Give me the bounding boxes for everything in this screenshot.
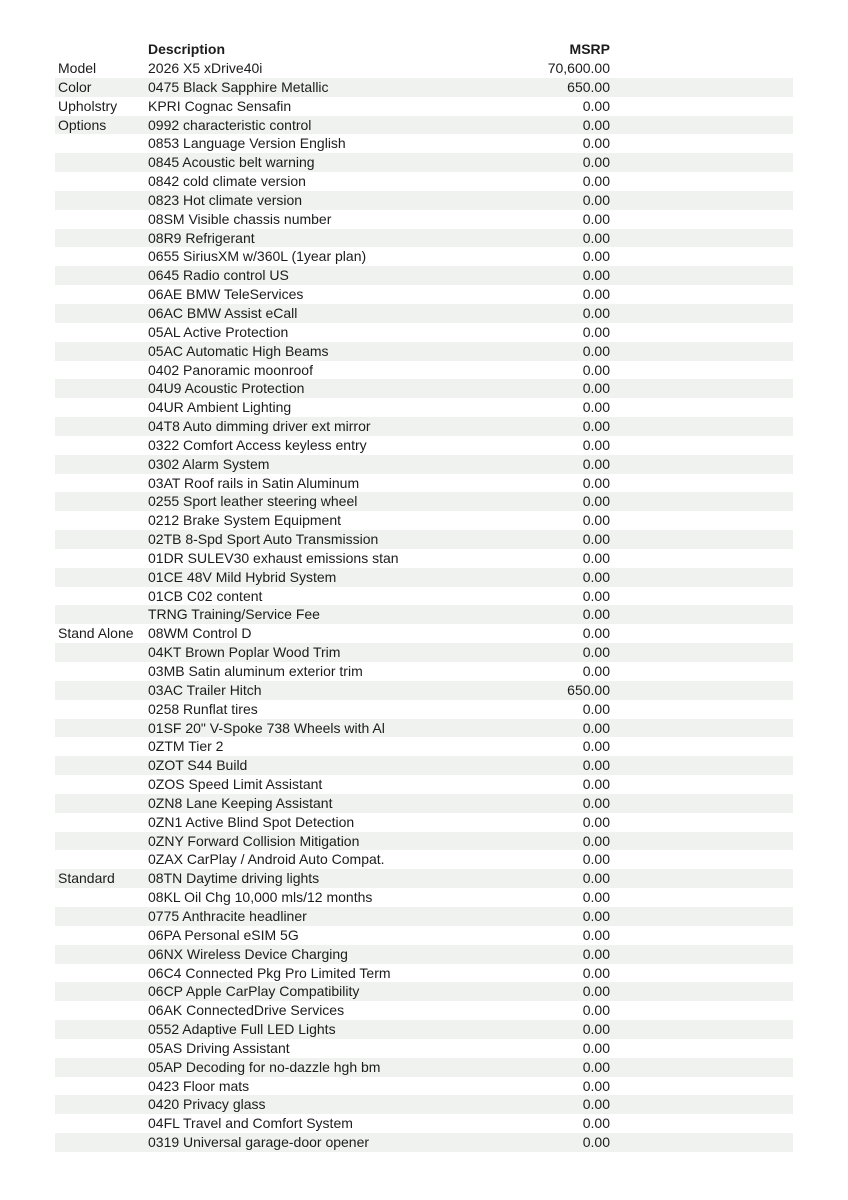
table-row <box>55 229 793 248</box>
row-description-cell: 01SF 20" V-Spoke 738 Wheels with Al <box>148 719 385 736</box>
row-msrp-cell: 0.00 <box>582 304 610 321</box>
row-description-cell: 04T8 Auto dimming driver ext mirror <box>148 418 371 435</box>
row-msrp-cell: 650.00 <box>567 78 610 95</box>
table-row <box>55 1039 793 1058</box>
row-description-cell: 03AC Trailer Hitch <box>148 681 262 698</box>
table-row <box>55 964 793 983</box>
row-msrp-cell: 0.00 <box>582 1096 610 1113</box>
row-msrp-cell: 0.00 <box>582 1058 610 1075</box>
row-msrp-cell: 0.00 <box>582 361 610 378</box>
row-description-cell: 04FL Travel and Comfort System <box>148 1115 353 1132</box>
table-row <box>55 643 793 662</box>
row-category-cell: Color <box>58 78 92 95</box>
row-msrp-cell: 0.00 <box>582 549 610 566</box>
row-msrp-cell: 0.00 <box>582 587 610 604</box>
table-row <box>55 813 793 832</box>
row-description-cell: 06NX Wireless Device Charging <box>148 945 348 962</box>
row-description-cell: 0ZAX CarPlay / Android Auto Compat. <box>148 851 385 868</box>
row-description-cell: 08SM Visible chassis number <box>148 210 332 227</box>
table-row <box>55 662 793 681</box>
row-description-cell: 08WM Control D <box>148 625 252 642</box>
row-description-cell: 0ZN1 Active Blind Spot Detection <box>148 813 355 830</box>
table-row <box>55 116 793 135</box>
table-row <box>55 323 793 342</box>
row-category-cell: Upholstry <box>58 97 118 114</box>
row-msrp-cell: 0.00 <box>582 154 610 171</box>
row-description-cell: 0552 Adaptive Full LED Lights <box>148 1021 336 1038</box>
table-row <box>55 624 793 643</box>
row-msrp-cell: 0.00 <box>582 286 610 303</box>
row-description-cell: 05AS Driving Assistant <box>148 1039 290 1056</box>
row-category-cell: Standard <box>58 870 115 887</box>
row-description-cell: 2026 X5 xDrive40i <box>148 60 263 76</box>
row-msrp-cell: 0.00 <box>582 945 610 962</box>
table-row <box>55 719 793 738</box>
table-row <box>55 78 793 97</box>
row-description-cell: 0ZTM Tier 2 <box>148 738 224 755</box>
row-msrp-cell: 0.00 <box>582 418 610 435</box>
table-row <box>55 97 793 116</box>
row-description-cell: 0475 Black Sapphire Metallic <box>148 78 329 95</box>
table-row <box>55 832 793 851</box>
table-row <box>55 398 793 417</box>
table-row <box>55 59 793 78</box>
row-msrp-cell: 0.00 <box>582 1002 610 1019</box>
row-description-cell: 06C4 Connected Pkg Pro Limited Term <box>148 964 391 981</box>
row-msrp-cell: 0.00 <box>582 663 610 679</box>
row-description-cell: 04U9 Acoustic Protection <box>148 380 305 397</box>
row-description-cell: 0ZOT S44 Build <box>148 757 248 774</box>
table-row <box>55 285 793 304</box>
row-description-cell: 0645 Radio control US <box>148 267 289 284</box>
row-msrp-cell: 0.00 <box>582 832 610 849</box>
row-description-cell: 03MB Satin aluminum exterior trim <box>148 663 363 679</box>
table-row <box>55 247 793 266</box>
table-row <box>55 436 793 455</box>
row-description-cell: 0319 Universal garage-door opener <box>148 1134 370 1151</box>
row-msrp-cell: 0.00 <box>582 1115 610 1132</box>
table-row <box>55 492 793 511</box>
row-msrp-cell: 0.00 <box>582 870 610 887</box>
table-row <box>55 1114 793 1133</box>
row-msrp-cell: 0.00 <box>582 907 610 924</box>
row-description-cell: 04KT Brown Poplar Wood Trim <box>148 644 341 661</box>
row-msrp-cell: 0.00 <box>582 97 610 114</box>
row-msrp-cell: 0.00 <box>582 380 610 397</box>
row-msrp-cell: 0.00 <box>582 173 610 190</box>
row-msrp-cell: 0.00 <box>582 794 610 811</box>
row-description-cell: KPRI Cognac Sensafin <box>148 97 292 114</box>
row-description-cell: 08R9 Refrigerant <box>148 229 255 246</box>
row-description-cell: 0ZN8 Lane Keeping Assistant <box>148 794 333 811</box>
row-msrp-cell: 0.00 <box>582 493 610 510</box>
row-description-cell: 0655 SiriusXM w/360L (1year plan) <box>148 248 367 265</box>
table-row <box>55 172 793 191</box>
row-description-cell: 0842 cold climate version <box>148 173 306 190</box>
row-description-cell: 02TB 8-Spd Sport Auto Transmission <box>148 531 379 548</box>
row-description-cell: 0322 Comfort Access keyless entry <box>148 436 367 453</box>
table-row <box>55 982 793 1001</box>
table-row <box>55 605 793 624</box>
row-description-cell: 06AE BMW TeleServices <box>148 286 304 303</box>
row-description-cell: 0775 Anthracite headliner <box>148 907 307 924</box>
table-row <box>55 1020 793 1039</box>
table-row <box>55 1095 793 1114</box>
row-msrp-cell: 0.00 <box>582 1039 610 1056</box>
row-msrp-cell: 0.00 <box>582 512 610 529</box>
table-row <box>55 549 793 568</box>
table-row <box>55 455 793 474</box>
row-category-cell: Options <box>58 116 107 133</box>
row-msrp-cell: 0.00 <box>582 399 610 416</box>
table-row <box>55 266 793 285</box>
table-row <box>55 888 793 907</box>
row-msrp-cell: 0.00 <box>582 116 610 133</box>
row-msrp-cell: 0.00 <box>582 606 610 623</box>
row-description-cell: 0255 Sport leather steering wheel <box>148 493 358 510</box>
row-description-cell: 06AC BMW Assist eCall <box>148 304 298 321</box>
row-msrp-cell: 0.00 <box>582 323 610 340</box>
row-msrp-cell: 0.00 <box>582 738 610 755</box>
table-row <box>55 756 793 775</box>
table-row <box>55 1058 793 1077</box>
row-msrp-cell: 0.00 <box>582 1077 610 1094</box>
table-row <box>55 511 793 530</box>
row-description-cell: 05AC Automatic High Beams <box>148 342 329 359</box>
row-msrp-cell: 650.00 <box>567 681 610 698</box>
row-description-cell: 0ZNY Forward Collision Mitigation <box>148 832 360 849</box>
row-description-cell: 0853 Language Version English <box>148 135 346 152</box>
table-row <box>55 945 793 964</box>
row-description-cell: 0212 Brake System Equipment <box>148 512 341 529</box>
row-category-cell: Stand Alone <box>58 625 134 642</box>
row-description-cell: 08KL Oil Chg 10,000 mls/12 months <box>148 889 373 906</box>
row-msrp-cell: 0.00 <box>582 248 610 265</box>
row-description-cell: 04UR Ambient Lighting <box>148 399 292 416</box>
vehicle-pricing-table <box>55 40 793 1152</box>
table-row <box>55 587 793 606</box>
table-row <box>55 304 793 323</box>
row-msrp-cell: 0.00 <box>582 1134 610 1151</box>
table-row <box>55 1077 793 1096</box>
row-msrp-cell: 0.00 <box>582 436 610 453</box>
table-row <box>55 681 793 700</box>
row-description-cell: 0845 Acoustic belt warning <box>148 154 315 171</box>
table-row <box>55 737 793 756</box>
row-description-cell: 08TN Daytime driving lights <box>148 870 320 887</box>
table-row <box>55 1133 793 1152</box>
row-msrp-cell: 0.00 <box>582 531 610 548</box>
row-msrp-cell: 0.00 <box>582 625 610 642</box>
row-description-cell: 01DR SULEV30 exhaust emissions stan <box>148 549 399 566</box>
row-msrp-cell: 0.00 <box>582 229 610 246</box>
table-row <box>55 907 793 926</box>
row-msrp-cell: 0.00 <box>582 644 610 661</box>
row-description-cell: 0302 Alarm System <box>148 455 270 472</box>
row-description-cell: 06PA Personal eSIM 5G <box>148 926 299 943</box>
row-description-cell: 06AK ConnectedDrive Services <box>148 1002 345 1019</box>
table-row <box>55 342 793 361</box>
row-msrp-cell: 70,600.00 <box>547 60 610 76</box>
row-msrp-cell: 0.00 <box>582 210 610 227</box>
row-msrp-cell: 0.00 <box>582 851 610 868</box>
row-msrp-cell: 0.00 <box>582 964 610 981</box>
table-row <box>55 379 793 398</box>
table-row <box>55 794 793 813</box>
table-row <box>55 700 793 719</box>
table-row <box>55 926 793 945</box>
header-msrp-label: MSRP <box>569 41 610 57</box>
row-description-cell: 01CE 48V Mild Hybrid System <box>148 568 337 585</box>
table-header-row <box>55 40 793 59</box>
row-msrp-cell: 0.00 <box>582 455 610 472</box>
row-msrp-cell: 0.00 <box>582 1021 610 1038</box>
row-description-cell: 0420 Privacy glass <box>148 1096 266 1113</box>
row-msrp-cell: 0.00 <box>582 719 610 736</box>
row-description-cell: TRNG Training/Service Fee <box>148 606 320 623</box>
row-description-cell: 0ZOS Speed Limit Assistant <box>148 776 323 793</box>
header-description-label: Description <box>148 41 226 57</box>
row-msrp-cell: 0.00 <box>582 889 610 906</box>
table-row <box>55 134 793 153</box>
row-description-cell: 0402 Panoramic moonroof <box>148 361 313 378</box>
row-msrp-cell: 0.00 <box>582 776 610 793</box>
table-row <box>55 210 793 229</box>
table-row <box>55 1001 793 1020</box>
row-msrp-cell: 0.00 <box>582 568 610 585</box>
row-msrp-cell: 0.00 <box>582 342 610 359</box>
table-row <box>55 417 793 436</box>
table-row <box>55 191 793 210</box>
row-description-cell: 06CP Apple CarPlay Compatibility <box>148 983 360 1000</box>
row-description-cell: 03AT Roof rails in Satin Aluminum <box>148 474 360 491</box>
table-row <box>55 869 793 888</box>
row-description-cell: 0423 Floor mats <box>148 1077 250 1094</box>
table-row <box>55 530 793 549</box>
row-description-cell: 0992 characteristic control <box>148 116 312 133</box>
table-row <box>55 775 793 794</box>
row-description-cell: 01CB C02 content <box>148 587 263 604</box>
row-msrp-cell: 0.00 <box>582 926 610 943</box>
row-description-cell: 0823 Hot climate version <box>148 191 303 208</box>
row-msrp-cell: 0.00 <box>582 267 610 284</box>
row-description-cell: 05AP Decoding for no-dazzle hgh bm <box>148 1058 381 1075</box>
table-row <box>55 474 793 493</box>
table-row <box>55 153 793 172</box>
table-row <box>55 850 793 869</box>
row-msrp-cell: 0.00 <box>582 700 610 717</box>
row-category-cell: Model <box>58 60 97 76</box>
row-description-cell: 0258 Runflat tires <box>148 700 258 717</box>
row-msrp-cell: 0.00 <box>582 983 610 1000</box>
row-description-cell: 05AL Active Protection <box>148 323 289 340</box>
table-body <box>55 59 793 1152</box>
table-row <box>55 361 793 380</box>
table-row <box>55 568 793 587</box>
row-msrp-cell: 0.00 <box>582 191 610 208</box>
row-msrp-cell: 0.00 <box>582 474 610 491</box>
row-msrp-cell: 0.00 <box>582 757 610 774</box>
row-msrp-cell: 0.00 <box>582 813 610 830</box>
row-msrp-cell: 0.00 <box>582 135 610 152</box>
